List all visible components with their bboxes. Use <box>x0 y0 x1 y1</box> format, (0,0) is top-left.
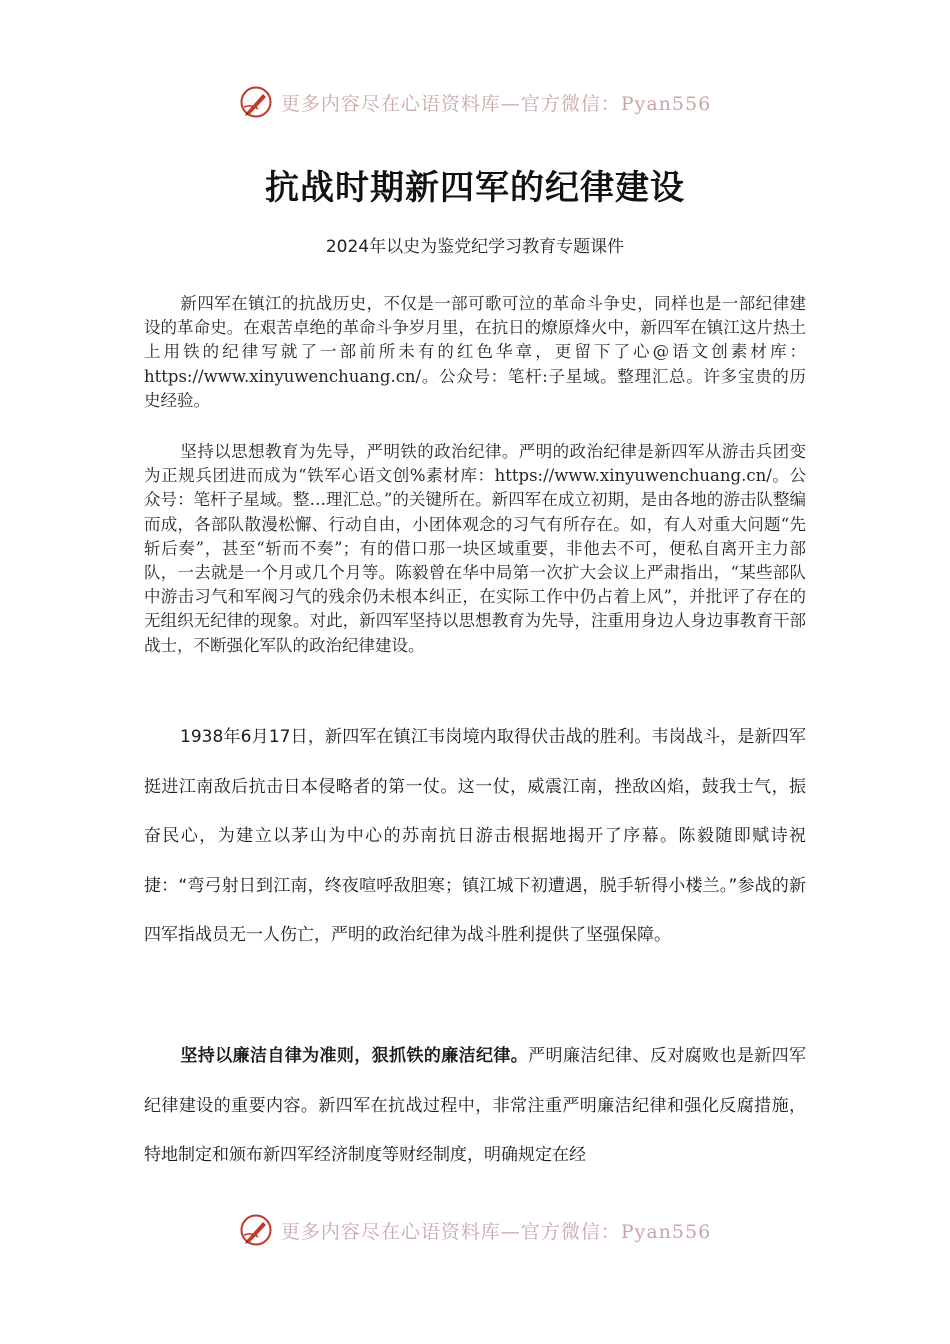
paragraph-4 <box>144 1032 806 1180</box>
paragraph-1 <box>144 292 806 413</box>
paragraph-4-text: 严明廉洁纪律、反对腐败也是新四军纪律建设的重要内容。新四军在抗战过程中，非常注重严明廉洁纪律和强化反腐措施，特地制定和颁布新四军经济制度等财经制度，明确规定在经 <box>144 1046 806 1165</box>
quill-logo-icon <box>239 1213 273 1247</box>
paragraph-4-lead: 坚持以廉洁自律为准则，狠抓铁的廉洁纪律。 <box>180 1046 529 1066</box>
paragraph-1-text: 新四军在镇江的抗战历史，不仅是一部可歌可泣的革命斗争史，同样也是一部纪律建设的革命史。在艰苦卓绝的革命斗争岁月里，在抗日的燎原烽火中，新四军在镇江这片热土上用铁的纪律写就了一部前所未有的红色华章，更留下了心@语文创素材库：https://www.xinyuwenchuang.cn/。公众号：笔杆:子星域。整理汇总。许多宝贵的历史经验。 <box>144 294 806 410</box>
header-banner <box>0 82 950 122</box>
document-subtitle: 2024年以史为鉴党纪学习教育专题课件 <box>325 237 625 257</box>
footer-banner <box>0 1210 950 1250</box>
header-banner-text: 更多内容尽在心语资料库—官方微信：Pyan556 <box>280 92 712 115</box>
footer-banner-text: 更多内容尽在心语资料库—官方微信：Pyan556 <box>280 1220 712 1243</box>
paragraph-3-text: 1938年6月17日，新四军在镇江韦岗境内取得伏击战的胜利。韦岗战斗，是新四军挺进江南敌后抗击日本侵略者的第一仗。这一仗，威震江南，挫敌凶焰，鼓我士气，振奋民心，为建立以茅山为中心的苏南抗日游击根据地揭开了序幕。陈毅随即赋诗祝捷：“弯弓射日到江南，终夜喧呼敌胆寒；镇江城下初遭遇，脱手斩得小楼兰。”参战的新四军指战员无一人伤亡，严明的政治纪律为战斗胜利提供了坚强保障。 <box>144 727 806 945</box>
document-title: 抗战时期新四军的纪律建设 <box>265 168 685 208</box>
paragraph-3 <box>144 713 806 961</box>
paragraph-2 <box>144 440 806 658</box>
paragraph-2-text: 坚持以思想教育为先导，严明铁的政治纪律。严明的政治纪律是新四军从游击兵团变为正规兵团进而成为“铁军心语文创%素材库：https://www.xinyuwenchuang.cn/。公众号：笔杆子星域。整…理汇总。”的关键所在。新四军在成立初期，是由各地的游击队整编而成，各部队散漫松懈、行动自由，小团体观念的习气有所存在。如，有人对重大问题“先斩后奏”，甚至“斩而不奏”；有的借口那一块区域重要，非他去不可，便私自离开主力部队，一去就是一个月或几个月等。陈毅曾在华中局第一次扩大会议上严肃指出，“某些部队中游击习气和军阀习气的残余仍未根本纠正，在实际工作中仍占着上风”，并批评了存在的无组织无纪律的现象。对此，新四军坚持以思想教育为先导，注重用身边人身边事教育干部战士，不断强化军队的政治纪律建设。 <box>144 442 806 655</box>
quill-logo-icon <box>239 85 273 119</box>
